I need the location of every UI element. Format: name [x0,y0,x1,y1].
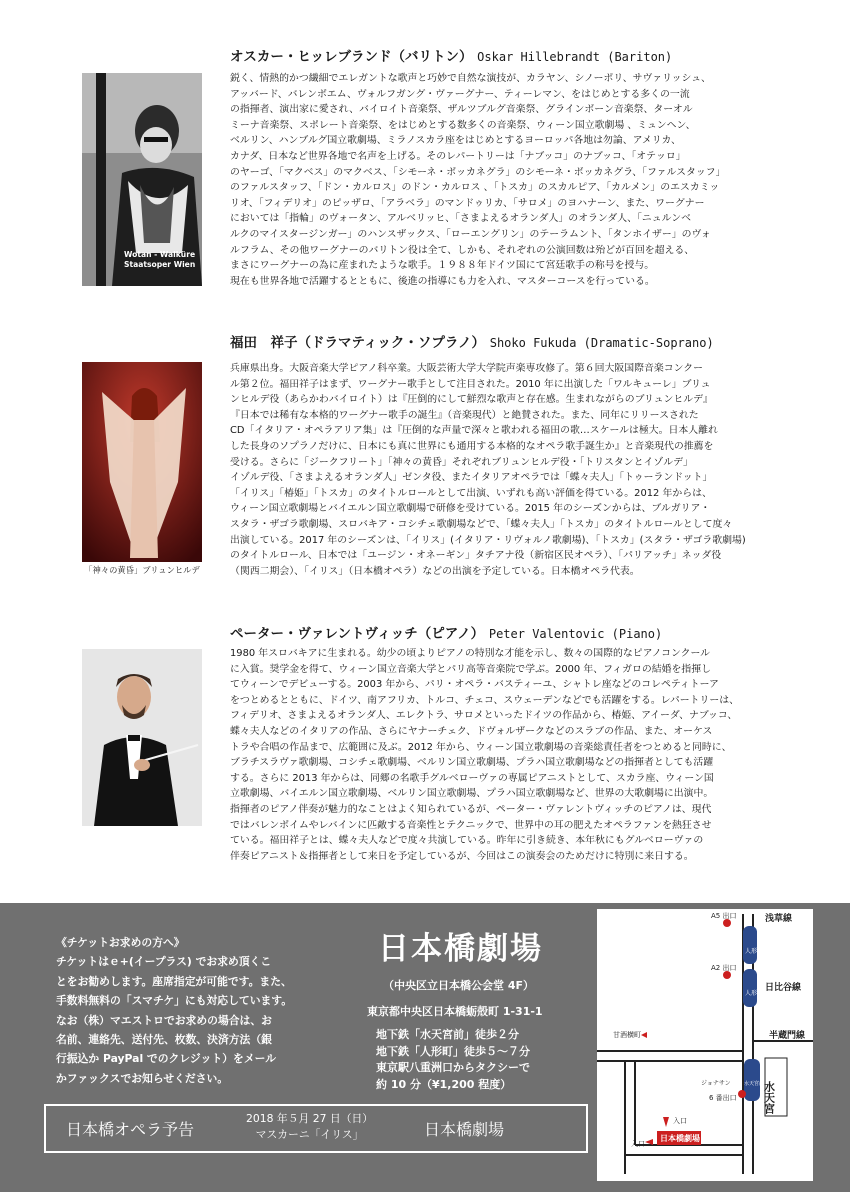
access-info [376,1027,530,1093]
bio-line: まさにワーグナーの為に産まれたような歌手。１９８８年ドイツ国にて宮廷歌手の称号を授与。 [230,260,655,272]
bio-line: の指揮者、演出家に愛され、バイロイト音楽祭、ザルツブルグ音楽祭、グラインボーン音楽祭、ターオル [230,104,693,116]
bio-line: に入賞。奨学金を得て、ウィーン国立音楽大学とパリ高等音楽院で学ぶ。2000 年、フィガロの結婚を指揮し [230,663,711,675]
map-label-hanzomon: 半蔵門線 [769,1031,806,1041]
bio-line: イゾルデ役、「さまよえるオランダ人」ゼンタ役、またイタリアオペラでは「蝶々夫人」「トゥーランドット」 [230,472,713,484]
asakusa-station-marker [723,919,731,927]
caption-line: Wotan - Walküre [124,250,196,259]
bio-line: のタイトルロール、日本では「ユージン・オネーギン」タチアナ役（新宿区民オペラ）、「パリアッチ」ネッダ役 [230,550,722,562]
oskar-heading [230,45,672,65]
suitengumae-station-sign [744,1059,760,1101]
fukuda-bio [230,361,775,579]
bio-line: カナダ、日本など世界各地で名声を上げる。そのレパートリーは「ナブッコ」のナブッコ、「オテッロ」 [230,150,686,162]
bio-line: 1980 年スロバキアに生まれる。幼少の頃よりピアノの特別な才能を示し、数々の国際的なピアノコンクール [230,648,711,659]
map-label-a2: A2 出口 [711,964,737,972]
valentovic-bio [230,646,775,864]
bio-line: てウィーンでデビューする。2003 年から、パリ・オペラ・バスティーユ、シャトレ座などのコレペティトーア [230,679,719,691]
notice-date: 2018 年５月 27 日（日） [246,1112,374,1125]
bio-line: ではバレンボイムやレバインに匹敵する音楽性とテクニックで、世界中の耳の肥えたオペラファンを熱狂させ [230,819,712,831]
bio-line: 兵庫県出身。大阪音楽大学ピアノ科卒業。大阪芸術大学大学院声楽専攻修了。第６回大阪国際音楽コンクー [230,363,704,374]
map-roads [597,914,813,1174]
ticket-line: かファックスでお知らせください。 [56,1071,229,1085]
ticket-line: とをお勧めします。座席指定が可能です。また、 [56,974,292,988]
ticket-line: チケットはｅ+(イープラス) でお求め頂くこ [56,955,272,969]
bio-line: 現在も世界各地で活躍するとともに、後進の指導にも力を入れ、マスターコースを行っている。 [230,275,655,287]
map-label-theater: 日本橋劇場 [660,1134,700,1143]
access-line: 地下鉄「人形町」徒歩５〜７分 [376,1044,530,1058]
bio-line: 受ける。さらに「ジークフリート」「神々の黄昏」それぞれブリュンヒルデ役・「トリスタンとイゾルデ」 [230,456,693,468]
bio-line: をつとめるとともに、ドイツ、南アフリカ、トルコ、チェコ、スウェーデンなどでも活躍をする。レパートリーは、 [230,694,740,706]
map-label-royal: ジョナサン [701,1080,731,1087]
bio-line: ウィーン国立歌劇場とバイエルン国立歌劇場で研修を受けている。2015 年のシーズンからは、ブルガリア・ [230,503,711,515]
heading-en: Oskar Hillebrandt (Bariton) [477,50,673,64]
footer-panel [0,903,850,1192]
bio-line: 『日本では稀有な本格的ワーグナー歌手の誕生』（音楽現代）と絶賛された。また、同年にリリースされた [230,409,699,421]
ticket-line: 手数料無料の「スマチケ」にも対応しています。 [56,994,293,1008]
notice-program: マスカーニ「イリス」 [255,1128,364,1141]
heading-ja: ペーター・ヴァレントヴィッチ（ピアノ） [230,626,485,642]
bio-line: のヤーゴ、「マクベス」のマクベス、「シモーネ・ボッカネグラ」のシモーネ・ボッカネグラ、「ファルスタッフ」 [230,166,726,178]
map-label-suitengu: 水天宮 [762,1081,776,1114]
bio-line: ベルリン、ハンブルグ国立歌劇場、ミラノスカラ座をはじめとするヨーロッパ各地は勿論、アメリカ、 [230,135,681,147]
ticket-line: 行振込か PayPal でのクレジット）をメール [56,1052,277,1066]
bio-line: スタラ・ザゴラ歌劇場、スロバキア・コシチェ歌劇場などで、「蝶々夫人」「トスカ」のタイトルロールとして度々 [230,518,733,530]
map-label-exit6: 6 番出口 [709,1094,737,1102]
next-performance-notice [44,1104,588,1153]
bio-line: 伴奏ピアニスト＆指揮者として来日を予定しているが、今回はこの演奏会のためだけに特別に来日する。 [230,850,694,862]
oskar-photo [82,73,202,286]
theater-subtitle: （中央区立日本橋公会堂 4F） [383,979,534,992]
bio-line: ル第２位。福田祥子はまず、ワーグナー歌手として注目された。2010 年に出演した「ワルキューレ」ブリュ [230,378,711,390]
map-label-amazake: 甘酒横町 [613,1031,641,1039]
amazake-arrow [641,1032,647,1038]
valentovic-heading [230,622,662,642]
notice-title: 日本橋オペラ予告 [66,1120,195,1139]
bio-line: ルクのマイスタージンガー」のハンスザックス、「ローエングリン」のテーラムント、「タンホイザー」のヴォ [230,228,711,240]
bio-line: ルフラム、その他ワーグナーのバリトン役は全て、しかも、それぞれの公演回数は殆どが百回を超える、 [230,244,695,256]
bio-line: ンヒルデ役（あらかわバイロイト）は『圧倒的にして鮮烈な歌声と存在感。生まれながらのブリュンヒルデ』 [230,394,713,406]
bio-line: ブラチスラヴァ歌劇場、コシチェ歌劇場、ベルリン国立歌劇場、プラハ国立歌劇場などの指揮者としても活躍 [230,757,714,769]
access-map [597,909,813,1181]
bio-line: リオ、「フィデリオ」のピッザロ、「アラベラ」のマンドゥリカ、「サロメ」のヨハナーン、また、ワーグナー [230,197,705,209]
notice-venue: 日本橋劇場 [424,1120,505,1139]
bio-line: アッバード、バレンボエム、ヴォルフガング・ヴァーグナー、ティーレマン、をはじめとする多くの一流 [230,88,690,100]
bio-line: 指揮者のピアノ伴奏が魅力的なことはよく知られているが、ペーター・ヴァレントヴィッチのピアノは、現代 [230,803,712,815]
ningyocho-station-sign-2 [743,969,757,1007]
bio-line: 鋭く、情熱的かつ繊細でエレガントな歌声と巧妙で自然な演技が、カラヤン、シノーポリ、サヴァリッシュ、 [230,73,711,84]
bio-line: 「イリス」「椿姫」「トスカ」のタイトルロールとして出演、いずれも高い評価を得ている。2012 年からは、 [230,487,712,499]
exit6-marker [738,1090,746,1098]
heading-ja: 福田 祥子（ドラマティック・ソプラノ） [230,335,486,351]
bio-line: においては「指輪」のヴォータン、アルベリッヒ、「さまよえるオランダ人」のオランダ人、「ニュルンベ [230,213,691,225]
caption-line: Staatsoper Wien [124,260,196,269]
theater-address: 東京都中央区日本橋蛎殻町 1-31-1 [367,1005,543,1018]
fukuda-heading [230,331,714,351]
heading-en: Peter Valentovic (Piano) [488,627,663,641]
heading-en: Shoko Fukuda (Dramatic-Soprano) [489,336,714,350]
map-label-entrance-1: 入口 [673,1117,687,1125]
ticket-line: なお（株）マエストロでお求めの場合は、お [56,1013,272,1027]
map-label-ningyocho-2: 人形町 [745,990,764,997]
access-line: 約 10 分（¥1,200 程度） [376,1077,512,1091]
heading-ja: オスカー・ヒッレブランド（バリトン） [230,49,473,65]
oskar-bio [230,71,775,289]
bio-line: ている。福田祥子とは、蝶々夫人などで度々共演している。昨年に引き続き、本年秋にもグルベローヴァの [230,835,704,847]
access-line: 東京駅八重洲口からタクシーで [376,1061,530,1074]
oskar-photo-caption [124,250,195,270]
bio-line: （関西二期会）、「イリス」（日本橋オペラ）などの出演を予定している。日本橋オペラ代表。 [230,565,640,577]
fukuda-photo [82,362,202,562]
theater-name: 日本橋劇場 [378,931,543,967]
map-label-entrance-2: 入口 [631,1140,645,1148]
bio-line: 蝶々夫人などのイタリアの作品、さらにヤナーチェク、ドヴォルザークなどのスラブの作品、また、オーケス [230,725,713,737]
bio-line: フィデリオ、さまよえるオランダ人、エレクトラ、サロメといったドイツの作品から、椿姫、アイーダ、ナブッコ、 [230,710,738,722]
map-label-ningyocho-1: 人形町 [745,948,764,955]
bio-line: ミーナ音楽祭、スポレート音楽祭、をはじめとする数多くの音楽祭、ウィーン国立歌劇場 、ミュンヘン、 [230,119,696,131]
ticket-line: 《チケットお求めの方へ》 [56,936,185,949]
bio-line: トラや合唱の作品まで、広範囲に及ぶ。2012 年から、ウィーン国立歌劇場の音楽総責任者をつとめると同時に、 [230,741,732,753]
bio-line: した長身のソプラノだけに、日本にも真に世界にも通用する本格的なオペラ歌手誕生か』と音楽現代の推薦を [230,440,714,452]
bio-line: CD「イタリア・オペラアリア集」は『圧倒的な声量で深々と歌われる福田の歌…スケールは極大。日本人離れ [230,425,718,437]
ticket-line: 名前、連絡先、送付先、枚数、決済方法（銀 [56,1033,272,1047]
ningyocho-station-sign-1 [743,926,757,964]
valentovic-photo [82,649,202,826]
map-label-a5: A5 出口 [711,912,737,920]
a2-exit-marker [723,971,731,979]
bio-line: する。さらに 2013 年からは、同郷の名歌手グルベローヴァの専属ピアニストとして、スカラ座、ウィーン国 [230,772,714,784]
entrance-arrow-1 [663,1117,669,1127]
bio-line: 出演している。2017 年のシーズンは、「イリス」(イタリア・リヴォルノ歌劇場)、「トスカ」(スタラ・ザゴラ歌劇場) [230,534,746,546]
ticket-info [56,933,304,1088]
map-label-asakusa: 浅草線 [765,914,793,924]
notice-details [246,1111,373,1143]
map-label-suitengumae: 水天宮前 [744,1081,765,1087]
access-line: 地下鉄「水天宮前」徒歩２分 [376,1028,519,1041]
bio-line: 立歌劇場、バイエルン国立歌劇場、ベルリン国立歌劇場、プラハ国立歌劇場など、世界の大歌劇場に出演中。 [230,788,714,800]
fukuda-photo-caption: 「神々の黄昏」ブリュンヒルデ [84,565,200,575]
bio-line: のファルスタッフ、「ドン・カルロス」のドン・カルロス 、「トスカ」のスカルピア、「カルメン」のエスカミッ [230,182,720,194]
map-label-hibiya: 日比谷線 [765,983,802,993]
